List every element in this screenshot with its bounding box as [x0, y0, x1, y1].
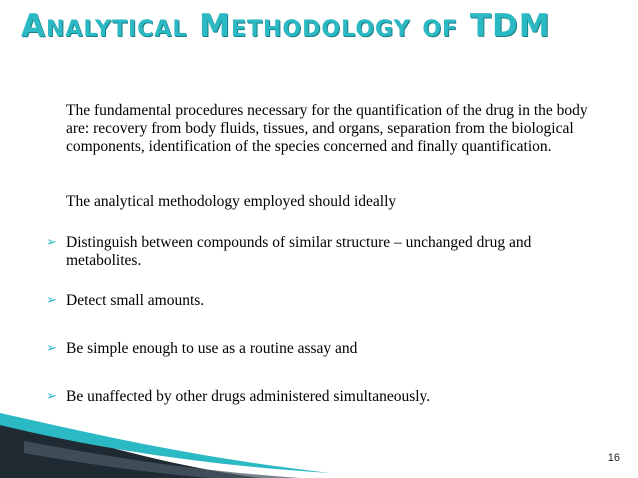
- bullet-text: Detect small amounts.: [66, 292, 205, 309]
- arrow-bullet-icon: ➢: [46, 341, 57, 356]
- bullet-text: Be simple enough to use as a routine assay and: [66, 340, 358, 357]
- list-item: [46, 340, 606, 358]
- methodology-paragraph: The analytical methodology employed should ideally: [66, 193, 397, 210]
- list-item: [46, 234, 606, 270]
- bullet-text: Be unaffected by other drugs administered simultaneously.: [66, 388, 431, 405]
- arrow-bullet-icon: ➢: [46, 235, 57, 250]
- page-number: 16: [607, 452, 620, 464]
- decorative-swoosh: [0, 395, 638, 478]
- bullet-text: Distinguish between compounds of similar structure – unchanged drug and metabolites.: [66, 234, 532, 269]
- arrow-bullet-icon: ➢: [46, 389, 57, 404]
- slide-title: Analytical Methodology of TDM: [21, 8, 551, 44]
- list-item: [46, 292, 606, 310]
- arrow-bullet-icon: ➢: [46, 293, 57, 308]
- intro-paragraph: The fundamental procedures necessary for the quantification of the drug in the body are: recovery from body fluids, tissues, and organs, separation from the biological components, identification of the species concerned and finally quantification.: [66, 102, 588, 155]
